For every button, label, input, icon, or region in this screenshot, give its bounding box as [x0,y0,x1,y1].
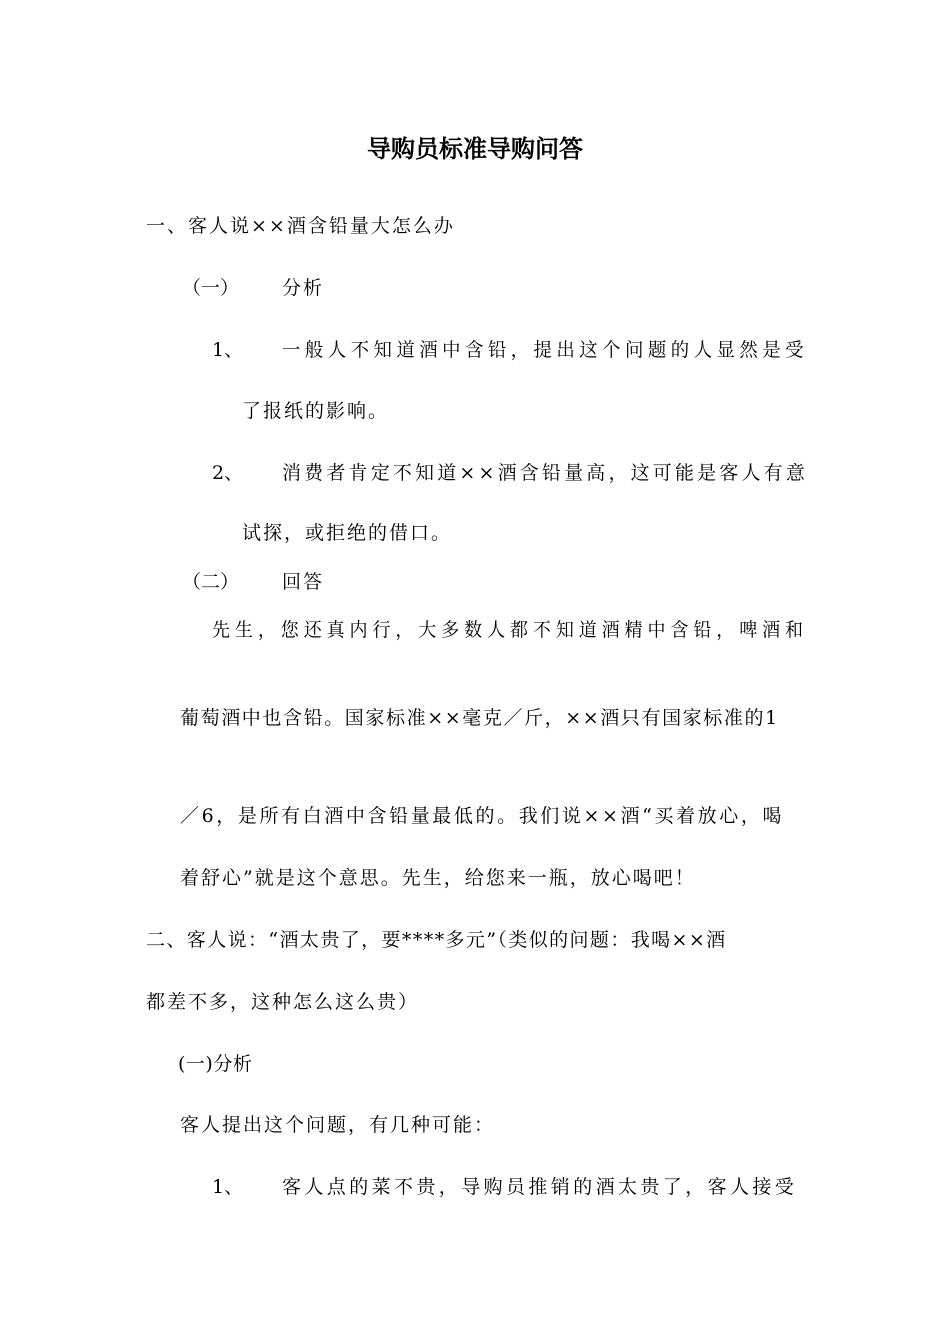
section-1-sub-1-text: 分析 [282,277,325,299]
section-2-intro: 客人提出这个问题，有几种可能： [180,1114,496,1136]
item-1-number: 1、 [212,339,244,361]
answer-line-4: 着舒心”就是这个意思。先生，给您来一瓶，放心喝吧！ [180,867,696,889]
item-1-line-1: 一般人不知道酒中含铅，提出这个问题的人显然是受 [282,339,808,361]
section-1-sub-2-text: 回答 [282,571,325,593]
section-2-item-1-number: 1、 [212,1176,244,1198]
section-1-sub-2-label: （二） [182,571,240,593]
item-2-line-2: 试探，或拒绝的借口。 [242,522,453,544]
item-1-line-2: 了报纸的影响。 [242,400,390,422]
document-title: 导购员标准导购问答 [367,135,583,163]
answer-line-1: 先生，您还真内行，大多数人都不知道酒精中含铅，啤酒和 [212,619,808,641]
section-1-sub-1-label: （一） [182,277,240,299]
section-2-item-1-line-1: 客人点的菜不贵，导购员推销的酒太贵了，客人接受 [282,1176,798,1198]
item-2-number: 2、 [212,462,244,484]
section-2-sub-1: (一)分析 [178,1053,253,1075]
section-2-heading-line-2: 都差不多，这种怎么这么贵） [146,991,420,1013]
answer-line-3: ／6，是所有白酒中含铅量最低的。我们说××酒“买着放心，喝 [180,805,785,827]
item-2-line-1: 消费者肯定不知道××酒含铅量高，这可能是客人有意 [282,462,809,484]
section-2-heading-line-1: 二、客人说：“酒太贵了，要****多元”（类似的问题：我喝××酒 [146,929,727,951]
answer-line-2: 葡萄酒中也含铅。国家标准××毫克／斤，××酒只有国家标准的1 [180,707,779,729]
section-1-heading: 一、客人说××酒含铅量大怎么办 [146,215,455,237]
